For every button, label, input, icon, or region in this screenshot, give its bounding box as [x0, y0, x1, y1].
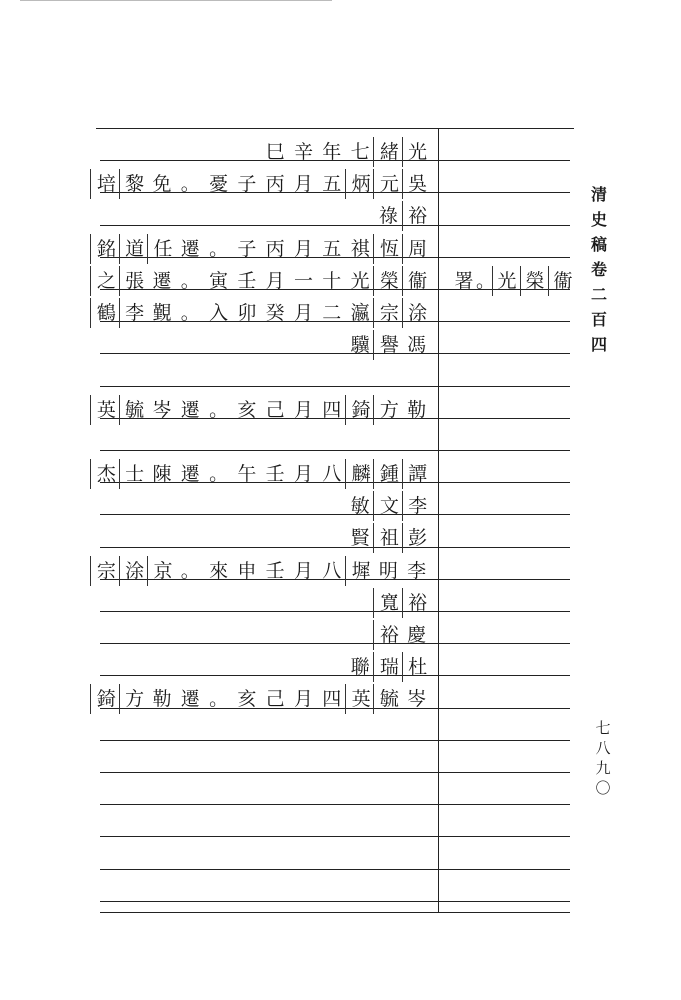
table-row	[96, 652, 436, 682]
running-title-char: 百	[590, 310, 607, 329]
cell-char: 亥	[237, 399, 257, 421]
cell-char: 光	[402, 137, 433, 167]
table-row	[96, 169, 436, 199]
cell-char: 裕	[402, 201, 433, 231]
table-row	[96, 137, 436, 167]
cell-char: 祿	[378, 205, 398, 227]
cell-char: 瑞	[373, 652, 404, 682]
cell-char: 五	[322, 173, 342, 195]
table-row	[96, 330, 436, 360]
cell-char: 鍾	[373, 459, 404, 489]
cell-char: 遷	[180, 399, 200, 421]
page-number-char: 九	[595, 759, 611, 777]
cell-char: 毓	[119, 395, 150, 425]
cell-char: 黎	[119, 169, 150, 199]
cell-char: 京	[147, 556, 178, 586]
cell-char: 午	[237, 463, 257, 485]
cell-char: 遷	[180, 688, 200, 710]
cell-char: 己	[265, 688, 285, 710]
cell-char: 。	[209, 399, 229, 421]
cell-char: 巳	[265, 141, 285, 163]
cell-char: 祖	[373, 523, 404, 553]
page-number-zero: 〇	[595, 779, 611, 797]
cell-char: 李	[119, 298, 150, 328]
cell-char: 吳	[402, 169, 433, 199]
cell-char: 李	[402, 491, 433, 521]
table-row	[96, 201, 436, 231]
row-rule	[100, 836, 570, 837]
cell-char: 李	[407, 560, 427, 582]
cell-char: 辛	[293, 141, 313, 163]
cell-char: 敏	[350, 495, 370, 517]
row-rule	[96, 128, 574, 129]
cell-char: 覲	[152, 302, 172, 324]
cell-char: 聯	[350, 656, 370, 678]
cell-char: 壬	[265, 463, 285, 485]
cell-char: 入	[209, 302, 229, 324]
cell-char: 壬	[237, 270, 257, 292]
cell-char: 。	[180, 560, 200, 582]
cell-char: 來	[209, 560, 229, 582]
cell-char: 明	[378, 560, 398, 582]
cell-char: 年	[322, 141, 342, 163]
table-row	[96, 459, 436, 489]
cell-char: 彭	[402, 523, 433, 553]
cell-char: 涂	[119, 556, 150, 586]
bottom-rule	[100, 912, 570, 913]
cell-char: 癸	[265, 302, 285, 324]
cell-char: 方	[373, 395, 404, 425]
running-title-char: 卷	[590, 260, 607, 279]
page-number-char: 七	[595, 719, 611, 737]
running-title-char: 史	[590, 210, 607, 229]
running-title-char: 二	[590, 285, 607, 304]
cell-char: 月	[293, 688, 313, 710]
cell-char: 恆	[373, 234, 404, 264]
cell-char: 涂	[402, 298, 433, 328]
table-row	[96, 234, 436, 264]
cell-char: 二	[322, 302, 342, 324]
cell-char: 子	[237, 173, 257, 195]
running-title-char: 稿	[590, 235, 607, 254]
cell-char: 炳	[345, 169, 376, 199]
cell-char: 銘	[90, 234, 121, 264]
cell-char: 丙	[265, 238, 285, 260]
row-rule	[100, 772, 570, 773]
cell-char: 英	[345, 684, 376, 714]
page-number-char: 八	[595, 739, 611, 757]
cell-char: 張	[119, 266, 150, 296]
row-rule	[100, 901, 570, 902]
cell-char: 杰	[90, 459, 121, 489]
cell-char: 馮	[407, 334, 427, 356]
cell-char: 賢	[350, 527, 370, 549]
cell-char: 宗	[373, 298, 404, 328]
cell-char: 譚	[402, 459, 433, 489]
running-title-char: 四	[590, 335, 607, 354]
cell-char: 瀛	[350, 302, 370, 324]
cell-char: 譽	[373, 330, 404, 360]
table-row	[96, 588, 436, 618]
cell-char: 緒	[373, 137, 404, 167]
cell-char: 遷	[180, 238, 200, 260]
cell-char: 己	[265, 399, 285, 421]
cell-char: 麟	[345, 459, 376, 489]
table-row	[96, 427, 436, 457]
cell-char: 。	[209, 463, 229, 485]
cell-char: 子	[237, 238, 257, 260]
cell-char: 之	[90, 266, 121, 296]
cell-char: 衞	[402, 266, 433, 296]
running-title-char: 清	[590, 185, 607, 204]
cell-char: 。	[180, 173, 200, 195]
table-row	[96, 523, 436, 553]
cell-char: 裕	[402, 588, 433, 618]
cell-char: 寅	[209, 270, 229, 292]
cell-char: 遷	[180, 463, 200, 485]
cell-char: 錡	[90, 684, 121, 714]
cell-char: 勒	[407, 399, 427, 421]
cell-char: 八	[322, 560, 342, 582]
cell-char: 鶴	[90, 298, 121, 328]
cell-char: 慶	[407, 624, 427, 646]
table-row	[96, 620, 436, 650]
cell-char: 寬	[373, 588, 404, 618]
table-row	[96, 395, 436, 425]
cell-char: 錡	[345, 395, 376, 425]
scan-edge-line	[20, 0, 332, 1]
page-number	[593, 718, 613, 798]
cell-char: 一	[293, 270, 313, 292]
table-row	[96, 266, 436, 296]
cell-char: 。	[209, 688, 229, 710]
cell-char: 杜	[402, 652, 433, 682]
cell-char: 月	[265, 270, 285, 292]
table-row	[96, 491, 436, 521]
cell-char: 遷	[152, 270, 172, 292]
cell-char: 卯	[237, 302, 257, 324]
cell-char: 道	[119, 234, 150, 264]
side-note-char: 光	[492, 266, 521, 296]
cell-char: 岑	[407, 688, 427, 710]
cell-char: 四	[322, 688, 342, 710]
cell-char: 。	[180, 302, 200, 324]
table-row	[96, 298, 436, 328]
cell-char: 七	[350, 141, 370, 163]
cell-char: 元	[373, 169, 404, 199]
table-row	[96, 684, 436, 714]
cell-char: 英	[90, 395, 121, 425]
side-note-char: 榮	[520, 266, 549, 296]
cell-char: 憂	[209, 173, 229, 195]
cell-char: 五	[322, 238, 342, 260]
side-note-char: 署	[454, 270, 474, 292]
cell-char: 宗	[90, 556, 121, 586]
running-title	[589, 182, 609, 357]
cell-char: 士	[119, 459, 150, 489]
row-rule	[100, 869, 570, 870]
cell-char: 壬	[265, 560, 285, 582]
cell-char: 申	[237, 560, 257, 582]
cell-char: 光	[350, 270, 370, 292]
cell-char: 月	[293, 173, 313, 195]
cell-char: 月	[293, 302, 313, 324]
column-divider	[438, 128, 439, 913]
side-note-char: 。	[476, 270, 496, 292]
row-rule	[100, 804, 570, 805]
cell-char: 榮	[373, 266, 404, 296]
side-note-char: 衞	[548, 266, 577, 296]
cell-char: 培	[90, 169, 121, 199]
cell-char: 勒	[152, 688, 172, 710]
row-rule	[100, 740, 570, 741]
cell-char: 岑	[152, 399, 172, 421]
cell-char: 十	[322, 270, 342, 292]
cell-char: 月	[293, 399, 313, 421]
cell-char: 亥	[237, 688, 257, 710]
cell-char: 墀	[345, 556, 376, 586]
cell-char: 四	[322, 399, 342, 421]
table-row	[96, 556, 436, 586]
cell-char: 。	[209, 238, 229, 260]
cell-char: 文	[373, 491, 404, 521]
table-row	[96, 362, 436, 392]
cell-char: 驥	[350, 334, 370, 356]
cell-char: 方	[119, 684, 150, 714]
cell-char: 祺	[350, 238, 370, 260]
cell-char: 月	[293, 238, 313, 260]
cell-char: 。	[180, 270, 200, 292]
cell-char: 裕	[373, 620, 404, 650]
cell-char: 免	[152, 173, 172, 195]
cell-char: 月	[293, 463, 313, 485]
cell-char: 周	[402, 234, 433, 264]
cell-char: 八	[322, 463, 342, 485]
cell-char: 月	[293, 560, 313, 582]
cell-char: 任	[147, 234, 178, 264]
cell-char: 毓	[373, 684, 404, 714]
cell-char: 陳	[152, 463, 172, 485]
cell-char: 丙	[265, 173, 285, 195]
